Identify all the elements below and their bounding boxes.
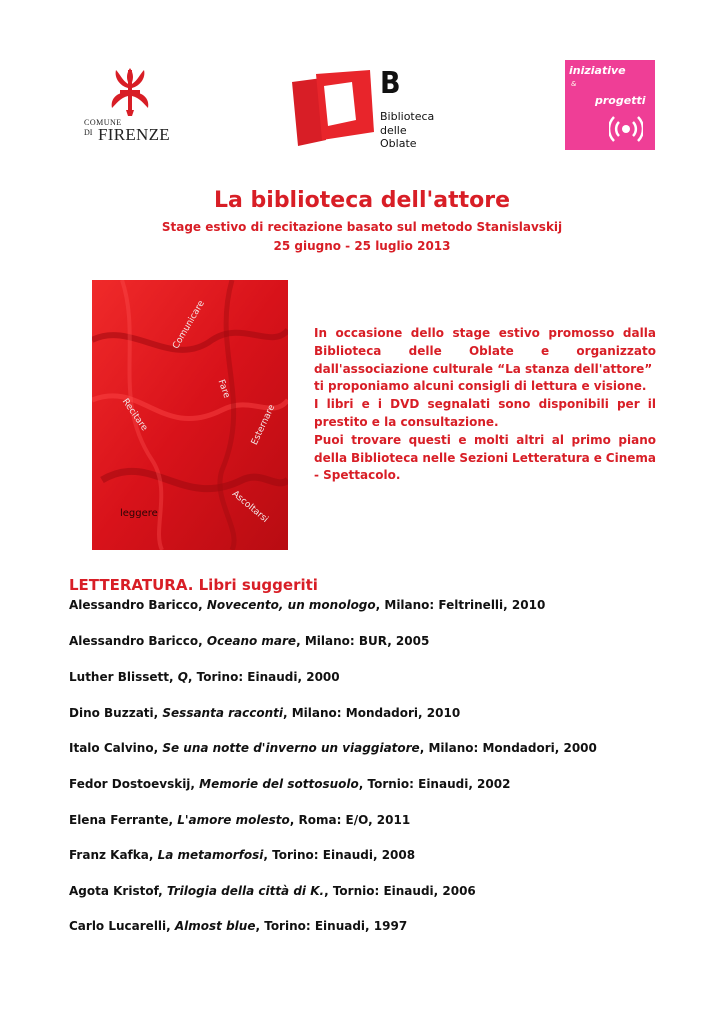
book-entry: Luther Blissett, Q, Torino: Einaudi, 2000 (69, 670, 340, 684)
comune-di-firenze-logo (78, 62, 188, 154)
intro-paragraph (314, 325, 656, 485)
cover-word: leggere (120, 508, 158, 519)
progetti-text: progetti (595, 94, 646, 107)
iniziative-progetti-logo (565, 60, 655, 150)
intro-line: Puoi trovare questi e molti altri al primo piano (314, 432, 656, 447)
firenze-comune-text: COMUNE (84, 118, 122, 127)
iniziative-text: iniziative (569, 64, 626, 77)
intro-line: In occasione dello stage estivo promosso dalla (314, 326, 656, 340)
book-entry: Alessandro Baricco, Novecento, un monologo, Milano: Feltrinelli, 2010 (69, 598, 546, 612)
intro-line: Biblioteca delle Oblate e organizzato (314, 343, 656, 358)
cover-word: Ascoltarsi (229, 489, 270, 525)
intro-line: I libri e i DVD segnalati sono disponibili per il (314, 397, 656, 412)
intro-line: dall'associazione culturale “La stanza dell'attore” (314, 361, 653, 376)
book-entry: Dino Buzzati, Sessanta racconti, Milano: Mondadori, 2010 (69, 706, 461, 720)
book-entry: Carlo Lucarelli, Almost blue, Torino: Einuadi, 1997 (69, 919, 408, 933)
fleur-de-lis-icon (108, 66, 152, 118)
page-subtitle: Stage estivo di recitazione basato sul metodo Stanislavskij (161, 220, 563, 234)
intro-line: della Biblioteca nelle Sezioni Letteratura e Cinema (314, 450, 656, 465)
cover-image (92, 280, 288, 550)
iniziative-ampersand: & (571, 80, 577, 88)
cover-word: Fare (215, 378, 232, 400)
event-dates: 25 giugno - 25 luglio 2013 (273, 239, 451, 253)
cover-word: Comunicare (171, 299, 207, 351)
firenze-di-text: DI (84, 128, 93, 137)
section-heading-letteratura: LETTERATURA. Libri suggeriti (69, 576, 318, 594)
cover-word: Esternare (249, 403, 278, 447)
biblioteca-oblate-logo (292, 66, 442, 150)
intro-line: - Spettacolo. (314, 468, 401, 483)
book-entry: Elena Ferrante, L'amore molesto, Roma: E/O, 2011 (69, 813, 411, 827)
book-entry: Alessandro Baricco, Oceano mare, Milano: BUR, 2005 (69, 634, 430, 648)
book-entry: Fedor Dostoevskij, Memorie del sottosuolo, Tornio: Einaudi, 2002 (69, 777, 511, 791)
book-entry: Agota Kristof, Trilogia della città di K., Tornio: Einaudi, 2006 (69, 884, 476, 898)
firenze-name-text: FIRENZE (98, 125, 170, 144)
cover-word: Recitare (119, 397, 150, 433)
oblate-line2: delle Oblate (380, 124, 417, 150)
book-entry: Italo Calvino, Se una notte d'inverno un viaggiatore, Milano: Mondadori, 2000 (69, 741, 597, 755)
oblate-letter: B (380, 66, 401, 101)
page-title: La biblioteca dell'attore (214, 188, 510, 213)
book-entry: Franz Kafka, La metamorfosi, Torino: Einaudi, 2008 (69, 848, 416, 862)
intro-line: prestito e la consultazione. (314, 414, 499, 429)
broadcast-icon (609, 112, 643, 146)
oblate-book-icon (292, 70, 374, 146)
oblate-line1: Biblioteca (380, 110, 435, 123)
intro-line: ti proponiamo alcuni consigli di lettura e visione. (314, 379, 647, 394)
